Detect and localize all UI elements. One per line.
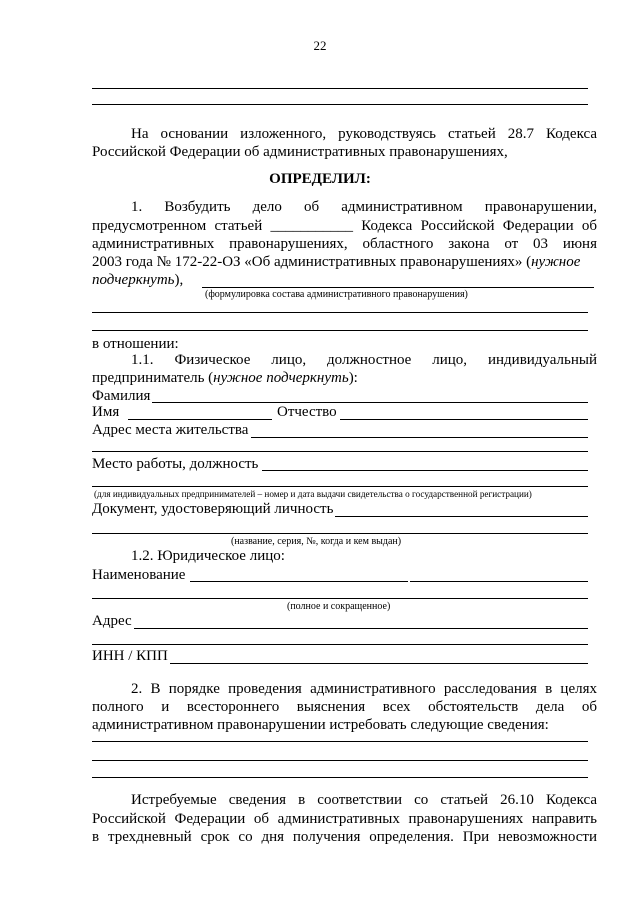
- blank-line: [92, 88, 588, 89]
- page-number: 22: [313, 38, 327, 53]
- item2-line-3: административном правонарушении истребовать следующие сведения:: [92, 717, 549, 733]
- intro-line-1: На основании изложенного, руководствуясь статьей 28.7 Кодекса: [131, 126, 597, 142]
- requested-info-line[interactable]: [92, 741, 588, 742]
- blank-line: [92, 644, 588, 645]
- item1-line-1: 1. Возбудить дело об административном правонарушении,: [131, 199, 597, 215]
- inn-kpp-field[interactable]: [170, 663, 588, 664]
- requested-info-line[interactable]: [92, 777, 588, 778]
- final-line-2: Российской Федерации об административных правонарушениях направить: [92, 811, 597, 827]
- offense-caption: (формулировка состава административного правонарушения): [205, 289, 468, 300]
- item12-title: 1.2. Юридическое лицо:: [131, 548, 285, 564]
- requested-info-line[interactable]: [92, 760, 588, 761]
- intro-line-2: Российской Федерации об административных правонарушениях,: [92, 144, 508, 160]
- blank-line: [92, 533, 588, 534]
- org-name-short-field[interactable]: [410, 581, 588, 582]
- offense-blank-line: [202, 287, 594, 288]
- final-line-1: Истребуемые сведения в соответствии со статьей 26.10 Кодекса: [131, 792, 597, 808]
- residence-address-label: Адрес места жительства: [92, 422, 249, 438]
- item11-line-2: предприниматель (нужное подчеркнуть):: [92, 370, 358, 386]
- name-label: Имя: [92, 404, 120, 420]
- in-relation-label: в отношении:: [92, 336, 179, 352]
- item1-line-5: подчеркнуть),: [92, 272, 184, 288]
- id-document-field[interactable]: [335, 516, 588, 517]
- patronymic-label: Отчество: [277, 404, 337, 420]
- blank-line: [92, 104, 588, 105]
- org-name-full-field[interactable]: [190, 581, 408, 582]
- id-document-caption: (название, серия, №, когда и кем выдан): [231, 536, 402, 547]
- item1-line-4: 2003 года № 172-22-ОЗ «Об административных правонарушениях» (нужное: [92, 254, 581, 270]
- surname-label: Фамилия: [92, 388, 151, 404]
- org-address-label: Адрес: [92, 613, 132, 629]
- inn-kpp-label: ИНН / КПП: [92, 648, 168, 664]
- workplace-field[interactable]: [262, 470, 588, 471]
- patronymic-field[interactable]: [340, 419, 588, 420]
- org-name-label: Наименование: [92, 567, 186, 583]
- heading-determined: ОПРЕДЕЛИЛ:: [269, 171, 371, 187]
- blank-line: [92, 598, 588, 599]
- item11-line-1: 1.1. Физическое лицо, должностное лицо, индивидуальный: [131, 352, 597, 368]
- ip-blank-line[interactable]: [92, 486, 588, 487]
- workplace-label: Место работы, должность: [92, 456, 259, 472]
- final-line-3: в трехдневный срок со дня получения определения. При невозможности: [92, 829, 597, 845]
- id-document-label: Документ, удостоверяющий личность: [92, 501, 334, 517]
- item2-line-2: полного и всестороннего выяснения всех обстоятельств дела об: [92, 699, 597, 715]
- item2-line-1: 2. В порядке проведения административного расследования в целях: [131, 681, 597, 697]
- name-field[interactable]: [128, 419, 272, 420]
- surname-field[interactable]: [152, 402, 588, 403]
- org-name-caption: (полное и сокращенное): [287, 601, 391, 612]
- blank-line: [92, 312, 588, 313]
- item1-line-3: административных правонарушениях, областного закона от 03 июня: [92, 236, 597, 252]
- item1-line-2: предусмотренном статьей ___________ Кодекса Российской Федерации об: [92, 218, 597, 234]
- residence-address-field[interactable]: [251, 437, 588, 438]
- blank-line: [92, 451, 588, 452]
- ip-registration-caption: (для индивидуальных предпринимателей – номер и дата выдачи свидетельства о государственной регистрации): [94, 489, 532, 499]
- org-address-field[interactable]: [134, 628, 588, 629]
- blank-line: [92, 330, 588, 331]
